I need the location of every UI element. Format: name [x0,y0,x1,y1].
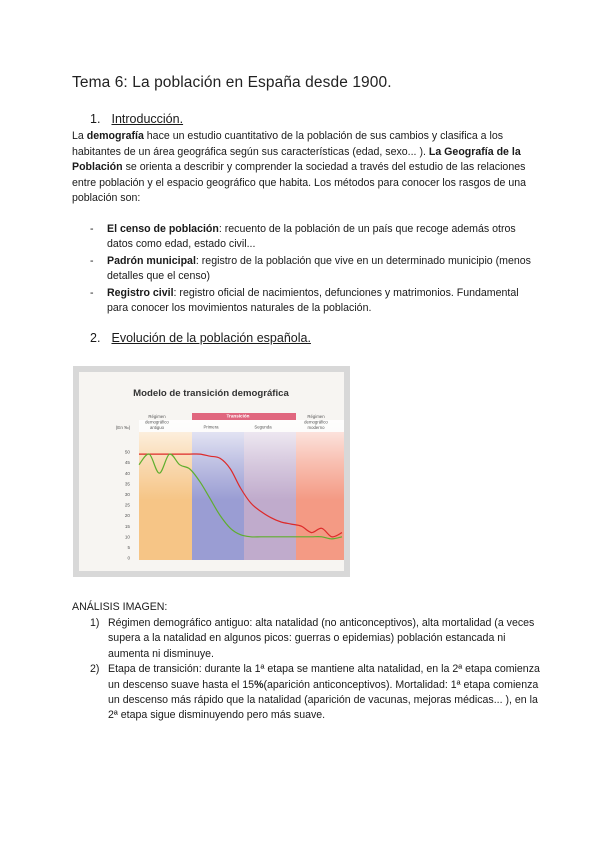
text: : registro oficial de nacimientos, defunciones y matrimonios. Fundamental para conocer los movimientos naturales de la población. [107,286,519,315]
y-tick-label: 45 [124,460,130,466]
section-2-heading [90,331,311,345]
text: La [72,130,87,142]
intro-paragraph [72,129,542,207]
y-tick-label: 15 [124,523,130,529]
analysis-list [90,616,545,724]
item-number: 1) [90,617,100,629]
transition-chart [79,372,344,571]
term: Registro civil [107,286,174,299]
text: : recuento de la población de un país que recoge además otros datos como edad, estado civil... [107,223,516,251]
phase-antiguo-label-3: antiguo [149,425,165,430]
phase-moderno-label-1: Régimen [307,414,325,419]
section-number: 2. [90,331,101,345]
y-axis-ticks [125,450,131,561]
phase-antiguo-label-1: Régimen [148,414,166,419]
list-item [90,254,542,285]
phase-antiguo-label-2: demográfico [145,419,169,425]
text: hace un estudio cuantitativo de la población de sus cambios y clasifica a los habitantes de un área geográfica según sus características (edad, sexo... ). [72,130,504,158]
y-tick-label: 40 [124,470,130,476]
phase-moderno-label-2: demográfico [304,419,328,425]
percent-sign: % [254,678,264,691]
bullet-dash: - [90,286,94,299]
y-tick-label: 25 [124,502,130,508]
section-number: 1. [90,112,101,126]
y-tick-label: 5 [127,545,130,550]
list-item [90,616,545,662]
phase-transicion-label: Transición [226,413,250,419]
text: (aparición anticonceptivos). Mortalidad: 1ª etapa comienza un descenso más rápido que la natalidad (aparición de vacunas, mejoras médicas... ), en la 2ª etapa sigue disminuyendo pero más suave. [108,678,539,722]
y-tick-label: 30 [124,492,130,497]
section-title: Evolución de la población española. [111,331,311,345]
figure-panel [79,372,344,571]
y-tick-label: 50 [124,449,130,455]
list-item [90,662,545,724]
chart-title: Modelo de transición demográfica [133,388,289,399]
y-tick-label: 10 [124,534,130,540]
analysis-label: ANÁLISIS IMAGEN: [72,601,168,613]
page-title: Tema 6: La población en España desde 1900. [72,74,392,91]
section-title: Introducción. [111,112,184,126]
y-tick-label: 0 [127,555,130,561]
list-item [90,286,542,317]
methods-list [90,222,542,316]
item-number: 2) [90,663,100,676]
text: : registro de la población que vive en un determinado municipio (menos detalles que el censo) [107,254,531,283]
text: Régimen demográfico antiguo: alta natalidad (no anticonceptivos), alta mortalidad (a veces supera a la natalidad en algunos picos: guerras o epidemias) población estancada ni aumenta ni disminuye. [108,617,535,660]
term-geografia-poblacion: La Geografía de la Población [72,145,521,174]
demographic-transition-figure [73,366,350,577]
text: se orienta a describir y comprender la sociedad a través del estudio de las relaciones entre población y el espacio geográfico que habita. Los métodos para conocer los rasgos de una población son: [72,161,527,205]
term-demografia: demografía [86,130,144,142]
phase-primera-label: Primera [203,424,219,430]
bullet-dash: - [90,223,94,235]
phase-fade-overlay [139,420,344,500]
phase-backgrounds [139,413,344,560]
y-axis-unit: (En ‰) [115,425,131,430]
phase-segunda-label: Segunda [254,424,272,430]
section-1-heading [90,112,183,126]
term: Padrón municipal [107,254,196,267]
y-tick-label: 20 [124,513,130,519]
y-tick-label: 35 [124,481,130,487]
phase-moderno-label-3: moderno [307,425,325,430]
bullet-dash: - [90,254,94,267]
term: El censo de población [107,223,219,235]
text: Etapa de transición: durante la 1ª etapa se mantiene alta natalidad, en la 2ª etapa comienza un descenso suave hasta el 15 [108,663,540,691]
list-item [90,222,542,253]
